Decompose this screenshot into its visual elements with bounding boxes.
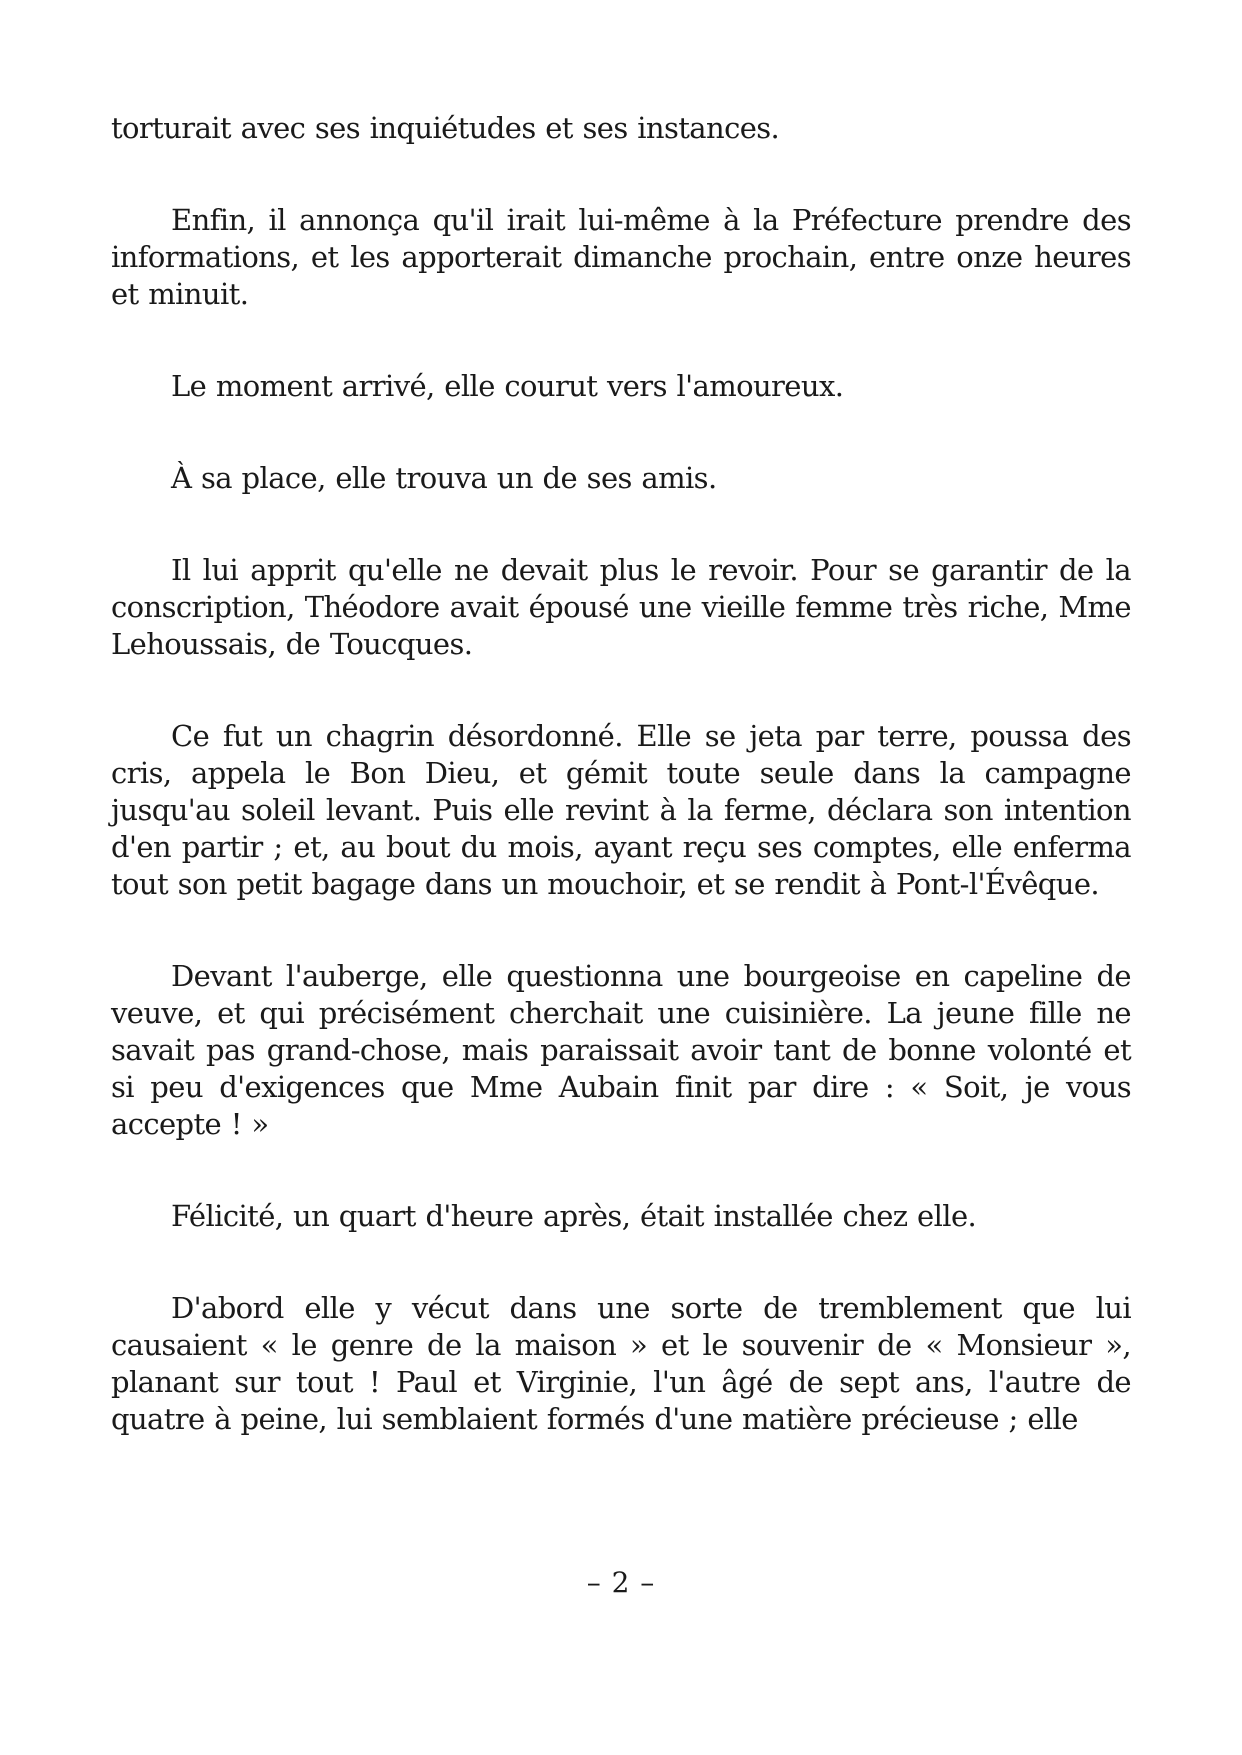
paragraph-tremblement: D'abord elle y vécut dans une sorte de tremblement que lui causaient « le genre de la maison » et le souvenir de « Monsieur », planant sur tout ! Paul et Virginie, l'un âgé de sept ans, l'autre de quatre à peine, lui semblaient formés d'une matière précieuse ; elle <box>111 1291 1131 1436</box>
paragraph-felicite: Félicité, un quart d'heure après, était installée chez elle. <box>171 1199 977 1233</box>
body-text <box>111 110 1131 1493</box>
paragraph-theodore: Il lui apprit qu'elle ne devait plus le revoir. Pour se garantir de la conscription, Théodore avait épousé une vieille femme très riche, Mme Lehoussais, de Toucques. <box>111 553 1131 661</box>
paragraph-continuation: torturait avec ses inquiétudes et ses instances. <box>111 111 780 145</box>
page-number: – 2 – <box>586 1566 656 1599</box>
paragraph-moment-arrive: Le moment arrivé, elle courut vers l'amoureux. <box>171 369 844 403</box>
paragraph-chagrin: Ce fut un chagrin désordonné. Elle se jeta par terre, poussa des cris, appela le Bon Dieu, et gémit toute seule dans la campagne jusqu'au soleil levant. Puis elle revint à la ferme, déclara son intention d'en partir ; et, au bout du mois, ayant reçu ses comptes, elle enferma tout son petit bagage dans un mouchoir, et se rendit à Pont-l'Évêque. <box>111 719 1131 901</box>
paragraph-auberge: Devant l'auberge, elle questionna une bourgeoise en capeline de veuve, et qui précisément cherchait une cuisinière. La jeune fille ne savait pas grand-chose, mais paraissait avoir tant de bonne volonté et si peu d'exigences que Mme Aubain finit par dire : « Soit, je vous accepte ! » <box>111 959 1131 1141</box>
paragraph-prefecture: Enfin, il annonça qu'il irait lui-même à la Préfecture prendre des informations, et les apporterait dimanche prochain, entre onze heures et minuit. <box>111 203 1131 311</box>
paragraph-sa-place: À sa place, elle trouva un de ses amis. <box>171 461 717 495</box>
